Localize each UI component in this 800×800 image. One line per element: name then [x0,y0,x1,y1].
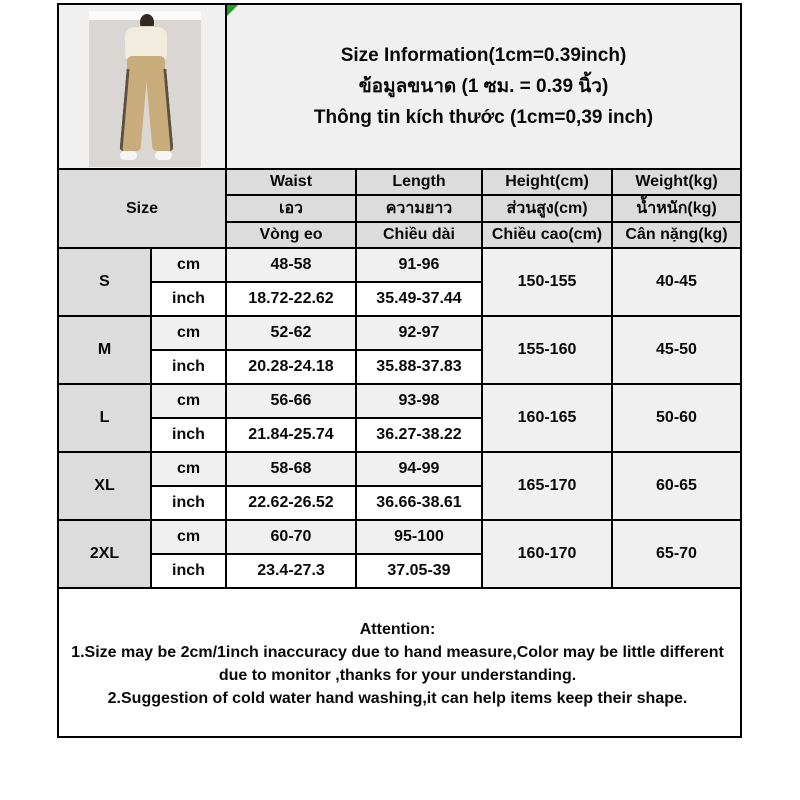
waist-cm-s: 48-58 [226,248,356,282]
unit-cm-l: cm [151,384,226,418]
length-cm-m: 92-97 [356,316,482,350]
unit-inch-xl: inch [151,486,226,520]
length-inch-xl: 36.66-38.61 [356,486,482,520]
unit-cm-m: cm [151,316,226,350]
size-label-m: M [58,316,151,384]
attention-heading: Attention: [359,621,436,638]
waist-inch-s: 18.72-22.62 [226,282,356,316]
unit-inch-s: inch [151,282,226,316]
length-cm-s: 91-96 [356,248,482,282]
weight-xl: 60-65 [612,452,741,520]
length-inch-2xl: 37.05-39 [356,554,482,588]
length-inch-m: 35.88-37.83 [356,350,482,384]
col-header-waist-vi: Vòng eo [226,222,356,248]
col-header-weight-vi: Cân nặng(kg) [612,222,741,248]
waist-cm-l: 56-66 [226,384,356,418]
cell-corner-marker [227,5,238,16]
col-header-length-th: ความยาว [356,195,482,222]
header-row-english [58,169,741,195]
row-2xl-cm [58,520,741,554]
height-m: 155-160 [482,316,612,384]
col-header-height-vi: Chiều cao(cm) [482,222,612,248]
unit-inch-l: inch [151,418,226,452]
model-top-garment [125,26,167,60]
attention-note-1: 1.Size may be 2cm/1inch inaccuracy due to hand measure,Color may be little different due to monitor ,thanks for your understanding. [71,644,724,684]
attention-note-2: 2.Suggestion of cold water hand washing,it can help items keep their shape. [107,690,688,707]
size-label-2xl: 2XL [58,520,151,588]
weight-2xl: 65-70 [612,520,741,588]
title-block [227,5,740,168]
weight-s: 40-45 [612,248,741,316]
unit-inch-2xl: inch [151,554,226,588]
col-header-waist-th: เอว [226,195,356,222]
size-label-s: S [58,248,151,316]
length-inch-s: 35.49-37.44 [356,282,482,316]
col-header-length-vi: Chiều dài [356,222,482,248]
size-table [57,3,742,738]
top-and-header-rows [58,4,741,248]
col-header-height-th: ส่วนสูง(cm) [482,195,612,222]
col-header-length-en: Length [356,169,482,195]
row-xl-cm [58,452,741,486]
length-cm-2xl: 95-100 [356,520,482,554]
pants-left-leg [119,69,147,151]
product-photo-cell [58,4,226,169]
attention-note [58,588,741,737]
height-s: 150-155 [482,248,612,316]
title-vietnamese: Thông tin kích thước (1cm=0,39 inch) [313,106,654,128]
row-m-cm [58,316,741,350]
product-photo [89,11,201,167]
waist-inch-l: 21.84-25.74 [226,418,356,452]
size-label-xl: XL [58,452,151,520]
length-cm-xl: 94-99 [356,452,482,486]
col-header-height-en: Height(cm) [482,169,612,195]
pants-right-leg [145,69,173,151]
footer-rows [58,588,741,737]
col-header-waist-en: Waist [226,169,356,195]
length-inch-l: 36.27-38.22 [356,418,482,452]
unit-cm-xl: cm [151,452,226,486]
attention-row [58,588,741,737]
waist-inch-xl: 22.62-26.52 [226,486,356,520]
height-xl: 165-170 [482,452,612,520]
waist-inch-2xl: 23.4-27.3 [226,554,356,588]
size-column-header: Size [58,169,226,248]
waist-cm-m: 52-62 [226,316,356,350]
waist-cm-xl: 58-68 [226,452,356,486]
title-cell [226,4,741,169]
unit-cm-2xl: cm [151,520,226,554]
weight-m: 45-50 [612,316,741,384]
left-shoe [120,151,137,160]
col-header-weight-en: Weight(kg) [612,169,741,195]
height-l: 160-165 [482,384,612,452]
size-rows [58,248,741,588]
weight-l: 50-60 [612,384,741,452]
length-cm-l: 93-98 [356,384,482,418]
row-s-cm [58,248,741,282]
top-row [58,4,741,169]
height-2xl: 160-170 [482,520,612,588]
title-english: Size Information(1cm=0.39inch) [340,44,627,66]
col-header-weight-th: น้ำหนัก(kg) [612,195,741,222]
waist-inch-m: 20.28-24.18 [226,350,356,384]
unit-cm-s: cm [151,248,226,282]
row-l-cm [58,384,741,418]
unit-inch-m: inch [151,350,226,384]
waist-cm-2xl: 60-70 [226,520,356,554]
size-label-l: L [58,384,151,452]
right-shoe [155,151,172,160]
title-thai: ข้อมูลขนาด (1 ซม. = 0.39 นิ้ว) [358,75,609,97]
